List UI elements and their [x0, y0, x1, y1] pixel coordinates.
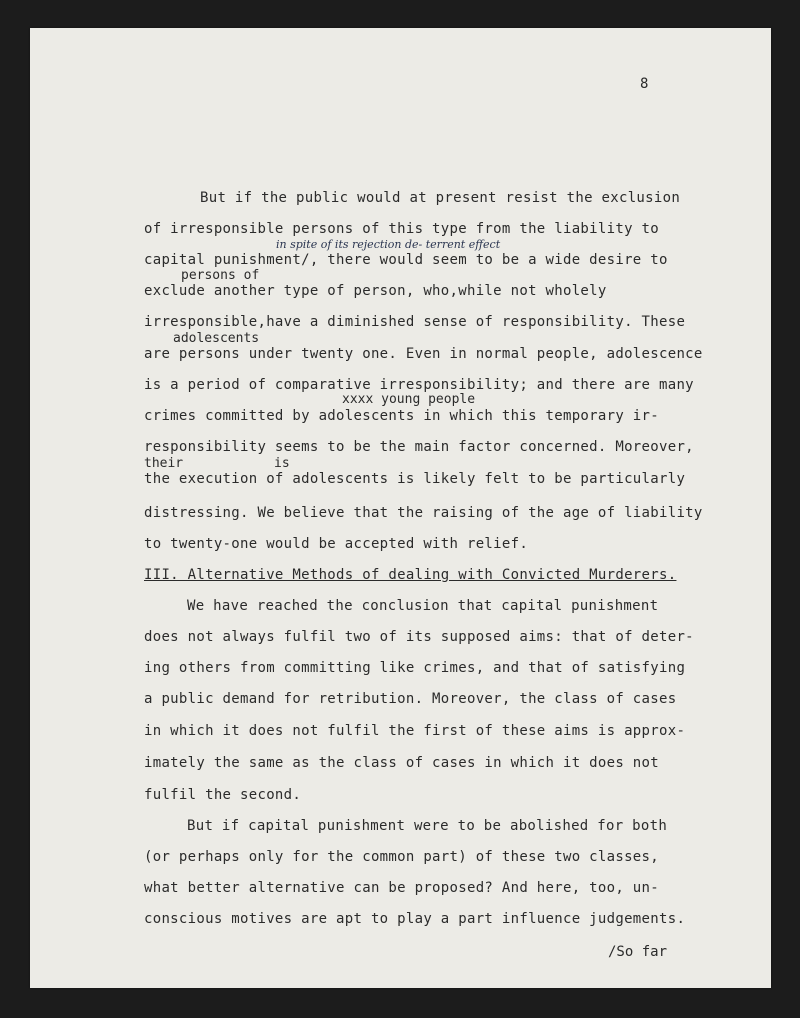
text-line-12: to twenty-one would be accepted with relief. [144, 536, 529, 552]
text-line-5: irresponsible,have a diminished sense of responsibility. These [144, 314, 686, 330]
typed-insertion-their: their [144, 456, 184, 471]
typed-insertion-persons-of: persons of [181, 268, 260, 283]
text-line-21: But if capital punishment were to be abolished for both [187, 818, 668, 834]
text-line-24: conscious motives are apt to play a part influence judgements. [144, 911, 686, 927]
typed-insertion-is: is [274, 456, 290, 471]
text-line-1: But if the public would at present resist the exclusion [200, 190, 681, 206]
text-line-17: a public demand for retribution. Moreover, the class of cases [144, 691, 677, 707]
typed-insertion-adolescents: adolescents [173, 331, 260, 346]
text-line-22: (or perhaps only for the common part) of these two classes, [144, 849, 659, 865]
page-number: 8 [640, 76, 649, 92]
text-line-10: the execution of adolescents is likely felt to be particularly [144, 471, 686, 487]
text-line-14: We have reached the conclusion that capital punishment [187, 598, 659, 614]
text-line-9: responsibility seems to be the main factor concerned. Moreover, [144, 439, 694, 455]
text-line-7: is a period of comparative irresponsibility; and there are many [144, 377, 694, 393]
text-line-3: capital punishment/, there would seem to be a wide desire to [144, 252, 668, 268]
text-line-23: what better alternative can be proposed? And here, too, un- [144, 880, 659, 896]
handwritten-insertion: in spite of its rejection de- terrent effect [276, 238, 501, 251]
text-line-2: of irresponsible persons of this type from the liability to [144, 221, 659, 237]
text-line-6: are persons under twenty one. Even in normal people, adolescence [144, 346, 703, 362]
text-line-16: ing others from committing like crimes, and that of satisfying [144, 660, 686, 676]
typed-insertion-young-people: xxxx young people [342, 392, 476, 407]
text-line-18: in which it does not fulfil the first of these aims is approx- [144, 723, 686, 739]
text-line-20: fulfil the second. [144, 787, 302, 803]
text-line-8: crimes committed by adolescents in which this temporary ir- [144, 408, 659, 424]
text-line-15: does not always fulfil two of its supposed aims: that of deter- [144, 629, 694, 645]
continuation-catchword: /So far [608, 944, 668, 960]
text-line-19: imately the same as the class of cases in which it does not [144, 755, 659, 771]
section-heading: III. Alternative Methods of dealing with Convicted Murderers. [144, 567, 677, 583]
text-line-11: distressing. We believe that the raising of the age of liability [144, 505, 703, 521]
text-line-4: exclude another type of person, who,while not wholely [144, 283, 607, 299]
